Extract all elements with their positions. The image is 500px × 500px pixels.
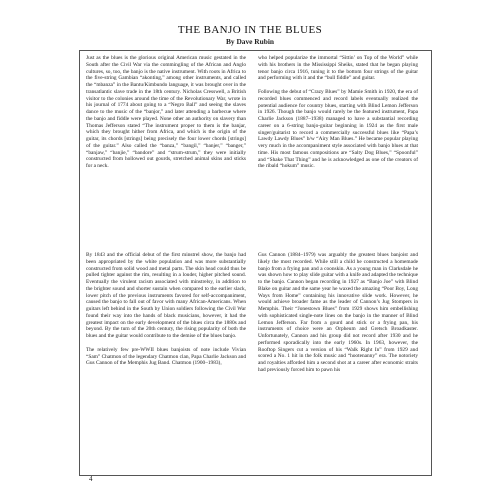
article-title: THE BANJO IN THE BLUES (177, 24, 323, 36)
column-top-right (258, 55, 418, 170)
paragraph-recorded-blues: Following the debut of “Crazy Blues” by Mamie Smith in 1920, the era of recorded blues commenced and record labels eventually realized the potential audience for country blues, starting with Blind Lemon Jefferson in 1926. Though the banjo would rarely be the featured instrument, Papa Charlie Jackson (1887–1938) managed to have a substantial recording career on a 6-string banjo-guitar beginning in 1924 as the first male singer/guitarist to record a commercially successful blues like “Papa’s Lawdy Lawdy Blues” b/w “Airy Man Blues.” He became popular playing very much in the accompaniment style associated with banjo blues at that time. His most famous compositions are “Salty Dog Blues,” “Spoonful” and “Shake That Thing” and he is acknowledged as one of the creators of the ribald “hokum” music. (258, 89, 418, 170)
paragraph-gus-cannon: Gus Cannon (1884–1979) was arguably the greatest blues banjoist and likely the most recorded. While still a child he constructed a homemade banjo from a frying pan and a coonskin. As a young man in Clarksdale he was shown how to play slide guitar with a knife and adapted the technique to the banjo. Cannon began recording in 1927 as “Banjo Joe” with Blind Blake on guitar and the same year he waxed the amazing “Poor Boy, Long Ways from Home” containing his innovative slide work. However, he would achieve broader fame as the leader of Cannon’s Jug Stompers in Memphis. Their “Jonestown Blues” from 1929 shows him embellishing with sophisticated single-note lines on the banjo in the manner of Blind Lemon Jefferson. Far from a gourd and stick or a frying pan, his instruments of choice were an Orpheum and Gretsch Broadkaster. Unfortunately, Cannon and his group did not record after 1930 and he performed sporadically into the early 1960s. In 1963, however, the Rooftop Singers cut a version of his “Walk Right In” from 1929 and scored a No. 1 hit in the folk music and “hootenanny” era. The notoriety and royalties afforded him a second shot at a career after economic straits had previously forced him to pawn his (258, 252, 418, 373)
column-bottom-right (258, 252, 418, 374)
paragraph-banjo-origins: Just as the blues is the glorious original American music gestated in the South after the Civil War via the commingling of the African and Anglo cultures, so, too, the banjo is the native instrument. With roots in Africa to the five-string Gambian “akonting,” among other instruments, and called the “mbanza” in the Bantu/Kimbundo language, it was brought over in the transatlantic slave trade in the 18th century. Nicholas Cresswell, a British visitor to the colonies around the time of the Revolutionary War, wrote in his journal of 1774 about going to a “Negro Ball” and seeing the slaves dance to the music of the “banjor,” and later attending a barbecue where the banjo and fiddle were played. None other an authority on slavery than Thomas Jefferson stated “The instrument proper to them is the banjar, which they brought hither from Africa, and which is the origin of the guitar, its chords [strings] being precisely the four lower chords [strings] of the guitar.” Also called the “banza,” “bangil,” “banjer,” “banger,” “banjaw,” “banjie,” “bandore” and “strum-strum,” they were initially constructed from hollowed out gourds, stretched animal skins and sticks for a neck. (86, 55, 246, 169)
article-byline: By Dave Rubin (225, 37, 275, 46)
paragraph-chatmon-continued: who helped popularize the immortal “Sittin’ on Top of the World” while with his brothers in the Mississippi Sheiks, stated that he began playing tenor banjo circa 1916, tuning it to the bottom four strings of the guitar and performing with it and the “bull fiddle” and guitar. (258, 55, 418, 82)
column-top-left (86, 55, 246, 170)
page-number: 4 (89, 475, 93, 483)
paragraph-prewar-banjoists: The relatively few pre-WWII blues banjoists of note include Vivian “Sam” Chatmon of the legendary Chatmon clan, Papa Charlie Jackson and Gus Cannon of the Memphis Jug Band. Chatmon (1900–1983), (86, 346, 246, 367)
paragraph-minstrel-era: By 1843 and the official debut of the first minstrel show, the banjo had been appropriated by the white population and was more substantially constructed from solid wood and metal parts. The skin head could thus be pulled tighter against the rim, resulting in a louder, higher pitched sound. Eventually the virulent racism associated with minstrelsy, in addition to the brighter sound and shorter sustain when compared to the earlier slack, lower pitch of the previous instruments favored for self-accompaniment, caused the banjo to fall out of favor with many African-Americans. When guitars left behind in the South by Union soldiers following the Civil War found their way into the hands of black musicians, however, it had the greatest impact on the early development of the blues circa the 1880s and beyond. By the turn of the 20th century, the rising popularity of both the blues and the guitar would contribute to the demise of the blues banjo. (86, 252, 246, 339)
column-bottom-left (86, 252, 246, 367)
